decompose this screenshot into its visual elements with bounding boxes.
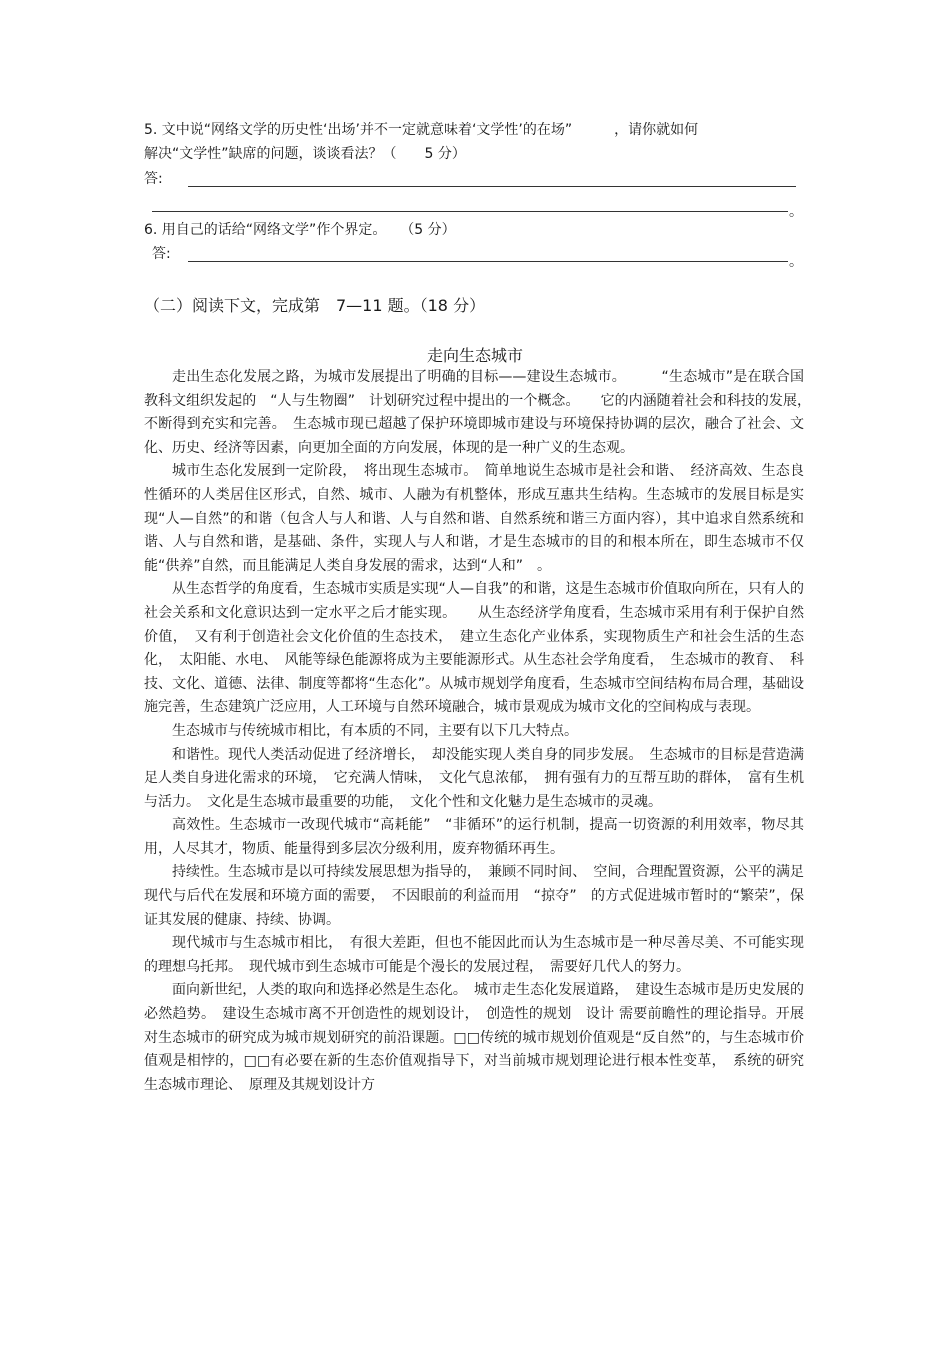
- q5-line1: 5. 文中说“网络文学的历史性‘出场’并不一定就意味着‘文学性’的在场” ，请你就如何: [144, 122, 699, 138]
- article-paragraph: 持续性。生态城市是以可持续发展思想为指导的， 兼顾不同时间、 空间，合理配置资源，公平的满足现代与后代在发展和环境方面的需要， 不因眼前的利益而用 “掠夺” 的方式促进城市暂时的“繁荣”，保证其发展的健康、持续、协调。: [144, 864, 804, 928]
- q6-end-mark: 。: [789, 254, 803, 270]
- article-paragraph: 城市生态化发展到一定阶段， 将出现生态城市。 简单地说生态城市是社会和谐、 经济高效、生态良性循环的人类居住区形式，自然、城市、人融为有机整体，形成互惠共生结构。生态城市的发展目标是实现“人—自然”的和谐（包含人与人和谐、人与自然和谐、自然系统和谐三方面内容），其中追求自然系统和谐、人与自然和谐，是基础、条件，实现人与人和谐，才是生态城市的目的和根本所在，即生态城市不仅能“供养”自然，而且能满足人类自身发展的需求，达到“人和” 。: [144, 463, 804, 574]
- q6-line1: 6. 用自己的话给“网络文学”作个界定。 （5 分）: [144, 222, 456, 238]
- section-heading: （二）阅读下文，完成第 7—11 题。（18 分）: [144, 296, 486, 315]
- article-paragraph: 走出生态化发展之路，为城市发展提出了明确的目标——建设生态城市。 “生态城市”是在联合国教科文组织发起的 “人与生物圈” 计划研究过程中提出的一个概念。 它的内涵随着社会和科技的发展， 不断得到充实和完善。 生态城市现已超越了保护环境即城市建设与环境保持协调的层次，融合了社会、文化、历史、经济等因素，向更加全面的方向发展，体现的是一种广义的生态观。: [144, 369, 818, 456]
- article-title: 走向生态城市: [426, 346, 523, 365]
- article-paragraph: 面向新世纪，人类的取向和选择必然是生态化。 城市走生态化发展道路， 建设生态城市是历史发展的必然趋势。 建设生态城市离不开创造性的规划设计， 创造性的规划 设计 需要前瞻性的理论指导。开展对生态城市的研究成为城市规划研究的前沿课题。□□传统的城市规划价值观是“反自然”的，与生态城市价值观是相悖的，□□有必要在新的生态价值观指导下，对当前城市规划理论进行根本性变革， 系统的研究生态城市理论、 原理及其规划设计方: [144, 982, 804, 1093]
- article-body: [144, 366, 818, 1097]
- q6-answer-label: 答:: [152, 246, 171, 262]
- article-paragraph: 生态城市与传统城市相比，有本质的不同，主要有以下几大特点。: [172, 722, 578, 739]
- article-paragraph: 和谐性。现代人类活动促进了经济增长， 却没能实现人类自身的同步发展。 生态城市的目标是营造满足人类自身进化需求的环境， 它充满人情味， 文化气息浓郁， 拥有强有力的互帮互助的群体， 富有生机与活力。 文化是生态城市最重要的功能， 文化个性和文化魅力是生态城市的灵魂。: [144, 746, 804, 810]
- q6-answer-line[interactable]: [188, 261, 788, 262]
- article-paragraph: 高效性。生态城市一改现代城市“高耗能” “非循环”的运行机制，提高一切资源的利用效率，物尽其用，人尽其才，物质、能量得到多层次分级利用，废弃物循环再生。: [144, 817, 804, 857]
- q5-answer-line-1[interactable]: [188, 186, 796, 187]
- q5-answer-line-2[interactable]: [152, 211, 788, 212]
- q5-end-mark: 。: [789, 204, 803, 220]
- q5-answer-label: 答:: [144, 171, 163, 187]
- q5-line2: 解决“文学性”缺席的问题，谈谈看法？（ 5 分）: [144, 146, 466, 162]
- article-paragraph: 现代城市与生态城市相比， 有很大差距，但也不能因此而认为生态城市是一种尽善尽美、不可能实现的理想乌托邦。 现代城市到生态城市可能是个漫长的发展过程， 需要好几代人的努力。: [144, 935, 804, 975]
- article-paragraph: 从生态哲学的角度看，生态城市实质是实现“人—自我”的和谐，这是生态城市价值取向所在，只有人的社会关系和文化意识达到一定水平之后才能实现。 从生态经济学角度看，生态城市采用有利于保护自然价值， 又有利于创造社会文化价值的生态技术， 建立生态化产业体系，实现物质生产和社会生活的生态化， 太阳能、水电、 风能等绿色能源将成为主要能源形式。从生态社会学角度看， 生态城市的教育、 科技、文化、道德、法律、制度等都将“生态化”。从城市规划学角度看，生态城市空间结构布局合理，基础设施完善，生态建筑广泛应用，人工环境与自然环境融合，城市景观成为城市文化的空间构成与表现。: [144, 581, 804, 716]
